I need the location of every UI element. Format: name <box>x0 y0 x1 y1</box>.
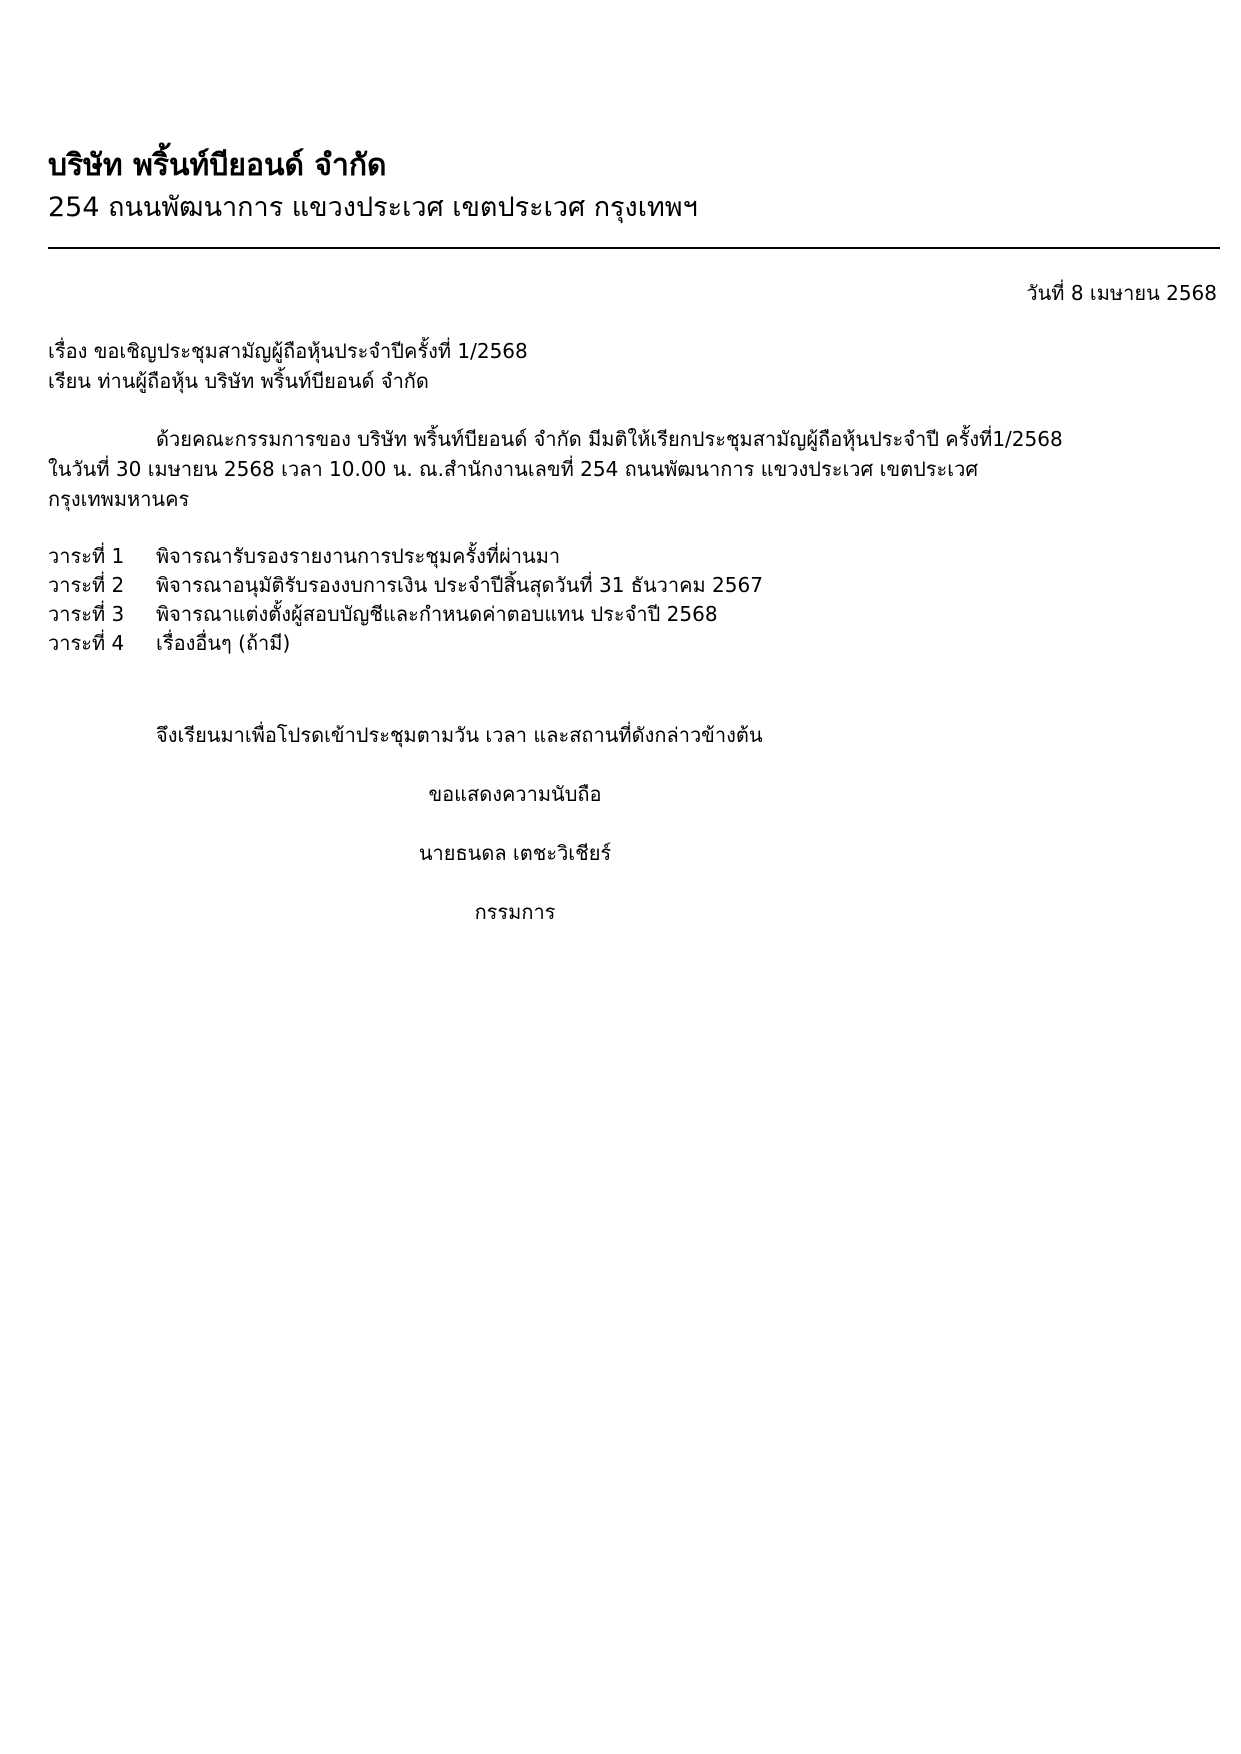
agenda-text: เรื่องอื่นๆ (ถ้ามี) <box>156 631 291 655</box>
paragraph-line: กรุงเทพมหานคร <box>48 487 190 511</box>
agenda-list <box>48 542 763 658</box>
company-address: 254 ถนนพัฒนาการ แขวงประเวศ เขตประเวศ กรุงเทพฯ <box>48 192 698 223</box>
paragraph-line: ด้วยคณะกรรมการของ บริษัท พริ้นท์บียอนด์ จำกัด มีมติให้เรียกประชุมสามัญผู้ถือหุ้นประจำปี ครั้งที่1/2568 <box>156 427 1063 451</box>
agenda-item <box>48 571 763 600</box>
agenda-item <box>48 542 763 571</box>
header-divider <box>48 247 1220 249</box>
regards-text: ขอแสดงความนับถือ <box>428 782 602 806</box>
agenda-item <box>48 629 763 658</box>
signer-name: นายธนดล เตชะวิเชียร์ <box>418 841 612 865</box>
agenda-item <box>48 600 763 629</box>
agenda-number: วาระที่ 1 <box>48 544 125 568</box>
agenda-text: พิจารณารับรองรายงานการประชุมครั้งที่ผ่านมา <box>156 544 561 568</box>
letter-subject: เรื่อง ขอเชิญประชุมสามัญผู้ถือหุ้นประจำปีครั้งที่ 1/2568 <box>48 339 528 363</box>
company-name: บริษัท พริ้นท์บียอนด์ จำกัด <box>48 148 387 183</box>
signer-position: กรรมการ <box>474 900 556 924</box>
agenda-text: พิจารณาแต่งตั้งผู้สอบบัญชีและกำหนดค่าตอบแทน ประจำปี 2568 <box>156 602 718 626</box>
agenda-number: วาระที่ 2 <box>48 573 125 597</box>
letter-date: วันที่ 8 เมษายน 2568 <box>1026 281 1217 305</box>
closing-text: จึงเรียนมาเพื่อโปรดเข้าประชุมตามวัน เวลา และสถานที่ดังกล่าวข้างต้น <box>156 723 763 747</box>
agenda-number: วาระที่ 4 <box>48 631 125 655</box>
agenda-number: วาระที่ 3 <box>48 602 125 626</box>
letter-recipient: เรียน ท่านผู้ถือหุ้น บริษัท พริ้นท์บียอนด์ จำกัด <box>48 369 429 393</box>
agenda-text: พิจารณาอนุมัติรับรองงบการเงิน ประจำปีสิ้นสุดวันที่ 31 ธันวาคม 2567 <box>156 573 763 597</box>
paragraph-line: ในวันที่ 30 เมษายน 2568 เวลา 10.00 น. ณ.สำนักงานเลขที่ 254 ถนนพัฒนาการ แขวงประเวศ เขตประเวศ <box>48 457 979 481</box>
